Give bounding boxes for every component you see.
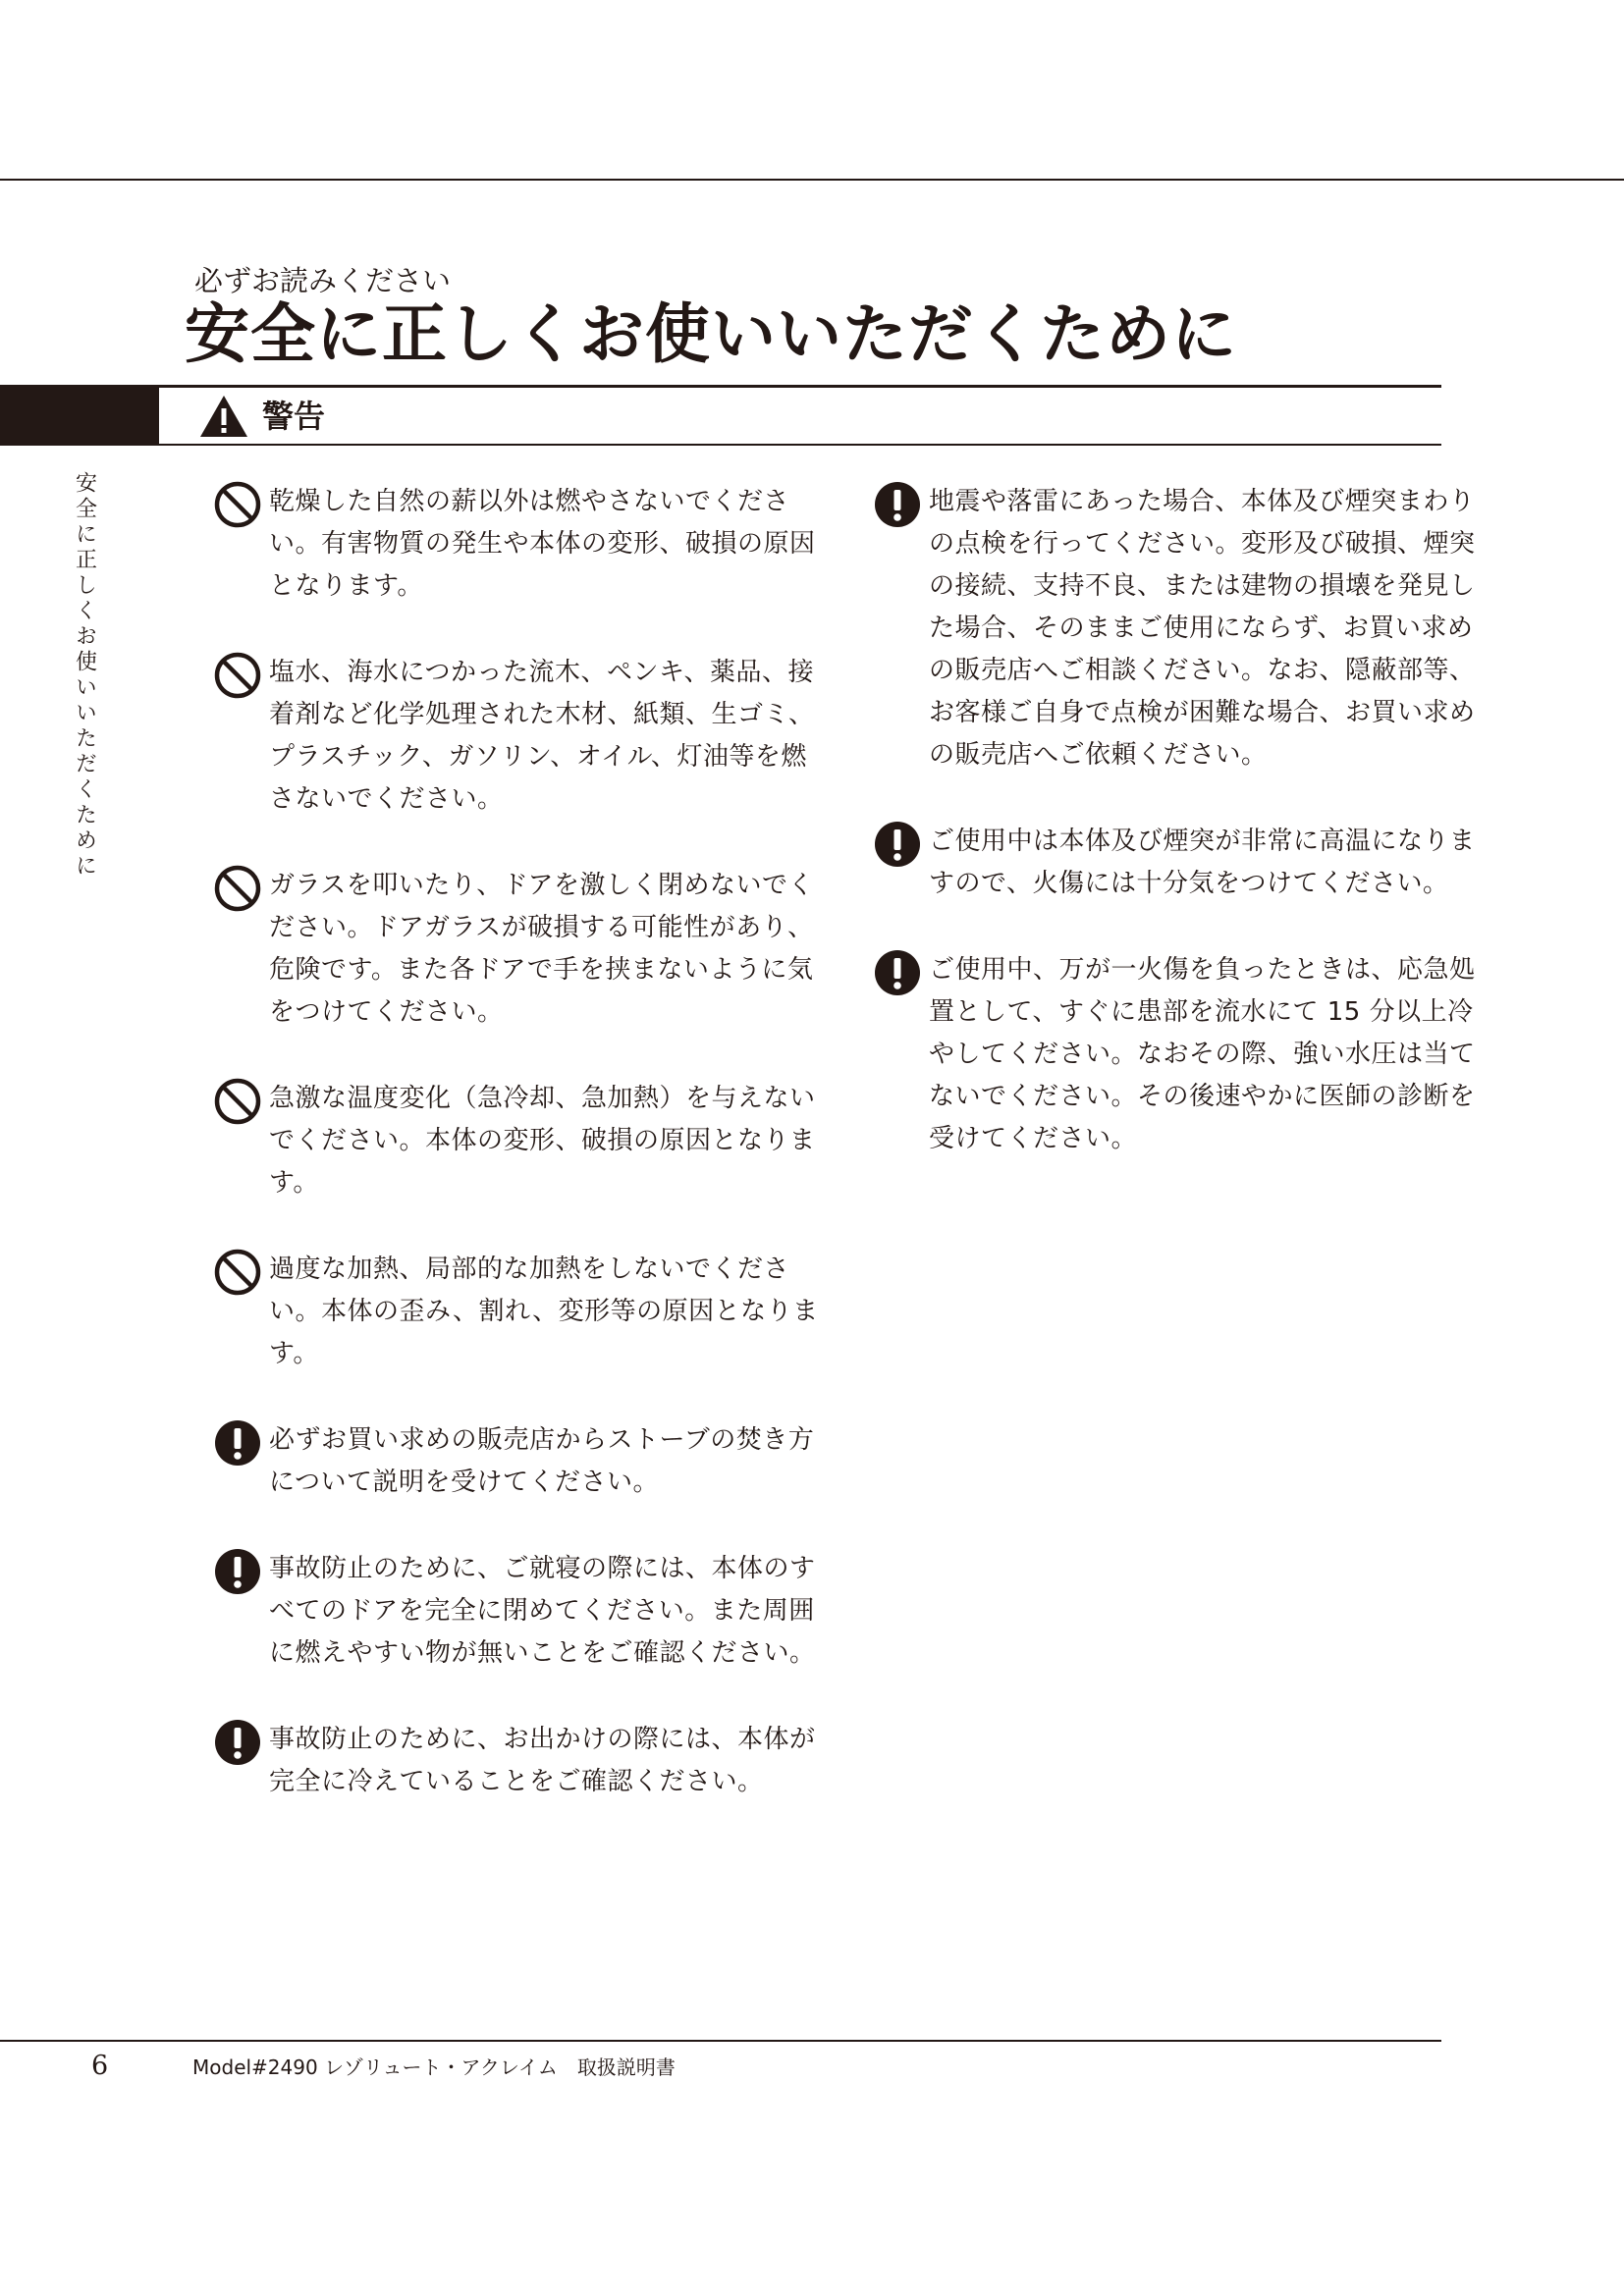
warning-item-text: 塩水、海水につかった流木、ペンキ、薬品、接着剤など化学処理された木材、紙類、生ゴミ、プラスチック、ガソリン、オイル、灯油等を燃さないでください。 xyxy=(269,658,815,814)
mandatory-exclamation-icon xyxy=(874,949,921,996)
warning-section-header xyxy=(199,392,325,441)
right-warning-column xyxy=(874,481,1483,1160)
warning-item xyxy=(214,481,823,608)
warning-item xyxy=(214,1078,823,1204)
warning-item xyxy=(874,481,1483,776)
warning-item xyxy=(214,1548,823,1675)
warning-header-top-rule xyxy=(159,385,1441,388)
prohibition-icon xyxy=(214,481,261,528)
page-subtitle: 必ずお読みください xyxy=(194,264,452,297)
warning-item xyxy=(874,949,1483,1160)
warning-item xyxy=(214,865,823,1034)
warning-item-text: 急激な温度変化（急冷却、急加熱）を与えないでください。本体の変形、破損の原因となります。 xyxy=(269,1084,816,1198)
mandatory-exclamation-icon xyxy=(214,1548,261,1595)
warning-item xyxy=(214,1249,823,1375)
vertical-side-title: 安全に正しくお使いいただくために xyxy=(72,471,97,880)
warning-header-bottom-rule xyxy=(159,444,1441,446)
warning-item xyxy=(214,1419,823,1504)
mandatory-exclamation-icon xyxy=(214,1419,261,1467)
warning-item xyxy=(214,652,823,821)
warning-item-text: 過度な加熱、局部的な加熱をしないでください。本体の歪み、割れ、変形等の原因となります。 xyxy=(269,1255,819,1368)
mandatory-exclamation-icon xyxy=(874,481,921,528)
page-number: 6 xyxy=(91,2051,109,2081)
mandatory-exclamation-icon xyxy=(214,1719,261,1766)
left-warning-column xyxy=(214,481,823,1803)
warning-item-text: 事故防止のために、ご就寝の際には、本体のすべてのドアを完全に閉めてください。また周囲に燃えやすい物が無いことをご確認ください。 xyxy=(269,1554,816,1668)
warning-item-text: 乾燥した自然の薪以外は燃やさないでください。有害物質の発生や本体の変形、破損の原因となります。 xyxy=(269,487,816,601)
warning-section-label: 警告 xyxy=(262,398,326,435)
mandatory-exclamation-icon xyxy=(874,821,921,868)
warning-item-text: 必ずお買い求めの販売店からストーブの焚き方について説明を受けてください。 xyxy=(269,1425,815,1497)
warning-item-text: ご使用中、万が一火傷を負ったときは、応急処置として、すぐに患部を流水にて 15 分以上冷やしてください。なおその際、強い水圧は当てないでください。その後速やかに医師の診断を受けてください。 xyxy=(929,955,1476,1153)
footer-rule xyxy=(0,2040,1441,2042)
prohibition-icon xyxy=(214,652,261,699)
prohibition-icon xyxy=(214,865,261,912)
top-rule xyxy=(0,179,1624,181)
warning-item-text: ご使用中は本体及び煙突が非常に高温になりますので、火傷には十分気をつけてください。 xyxy=(929,827,1476,898)
page-title: 安全に正しくお使いいただくために xyxy=(185,295,1237,372)
warning-item xyxy=(214,1719,823,1803)
footer-text: Model#2490 レゾリュート・アクレイム 取扱説明書 xyxy=(192,2056,676,2079)
warning-item-text: 事故防止のために、お出かけの際には、本体が完全に冷えていることをご確認ください。 xyxy=(269,1725,816,1796)
side-tab-bar xyxy=(0,385,159,446)
warning-item-text: 地震や落雷にあった場合、本体及び煙突まわりの点検を行ってください。変形及び破損、煙突の接続、支持不良、または建物の損壊を発見した場合、そのままご使用にならず、お買い求めの販売店へご相談ください。なお、隠蔽部等、お客様ご自身で点検が困難な場合、お買い求めの販売店へご依頼ください。 xyxy=(929,487,1476,770)
warning-item-text: ガラスを叩いたり、ドアを激しく閉めないでください。ドアガラスが破損する可能性があり、危険です。また各ドアで手を挟まないように気をつけてください。 xyxy=(269,871,814,1027)
warning-item xyxy=(874,821,1483,905)
prohibition-icon xyxy=(214,1078,261,1125)
prohibition-icon xyxy=(214,1249,261,1296)
warning-triangle-icon xyxy=(199,395,248,438)
